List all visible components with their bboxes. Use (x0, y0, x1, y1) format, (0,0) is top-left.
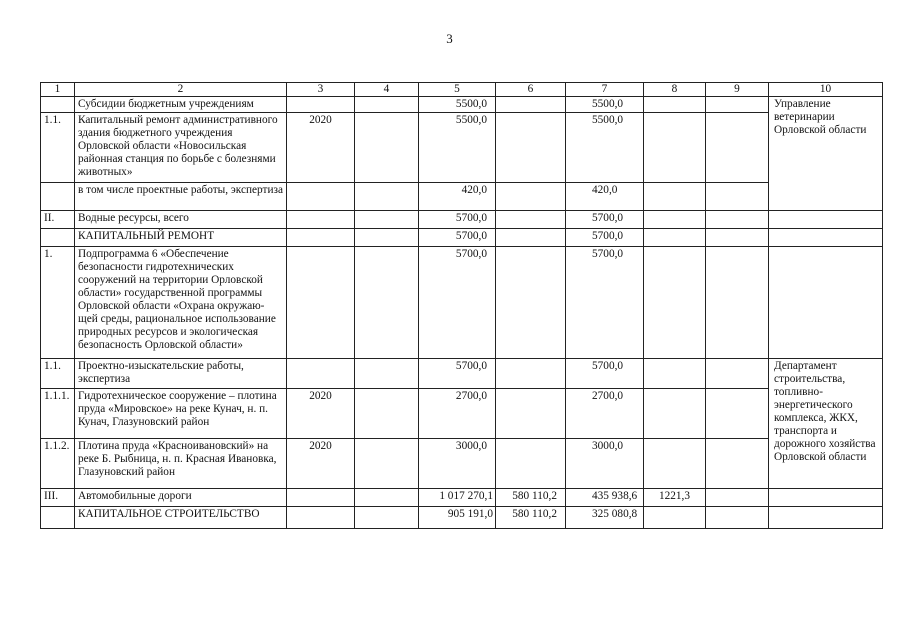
cell-num (41, 97, 75, 113)
header-row (41, 83, 883, 97)
cell-name: Капитальный ремонт административного здания бюджетного учреждения Орловской области «Новосильская районная станция по борьбе с болезнями животных» (75, 113, 287, 183)
cell-c8: 1221,3 (644, 489, 706, 507)
cell-c5: 5700,0 (419, 211, 496, 229)
cell-c5: 2700,0 (419, 389, 496, 439)
cell-year (287, 97, 355, 113)
cell-c5: 5700,0 (419, 229, 496, 247)
table-row (41, 97, 883, 113)
table-body (41, 83, 883, 529)
table-row (41, 113, 883, 183)
col-header: 4 (355, 83, 419, 97)
cell-c10 (769, 489, 883, 507)
cell-c7: 5500,0 (566, 97, 644, 113)
cell-c8 (644, 211, 706, 229)
cell-c5: 5500,0 (419, 97, 496, 113)
cell-name: Проектно-изыскательские работы, экспертиза (75, 359, 287, 389)
cell-num (41, 183, 75, 211)
cell-c7: 5700,0 (566, 211, 644, 229)
cell-c6 (496, 97, 566, 113)
cell-c6 (496, 389, 566, 439)
cell-c6 (496, 113, 566, 183)
cell-year (287, 183, 355, 211)
cell-num: III. (41, 489, 75, 507)
cell-num: 1.1. (41, 113, 75, 183)
cell-c5: 5700,0 (419, 247, 496, 359)
cell-c4 (355, 489, 419, 507)
cell-num (41, 507, 75, 529)
page-number: 3 (446, 31, 453, 46)
cell-num: II. (41, 211, 75, 229)
responsible-construction-cell: Департамент строительства, топливно-энергетического комплекса, ЖКХ, транспорта и дорожного хозяйства Орловской области (769, 359, 883, 489)
cell-c5: 905 191,0 (419, 507, 496, 529)
table-row (41, 489, 883, 507)
cell-c4 (355, 359, 419, 389)
col-header: 10 (769, 83, 883, 97)
cell-c6: 580 110,2 (496, 489, 566, 507)
cell-num: 1.1.2. (41, 439, 75, 489)
cell-c7: 435 938,6 (566, 489, 644, 507)
cell-c8 (644, 229, 706, 247)
table-row (41, 211, 883, 229)
cell-c10 (769, 507, 883, 529)
cell-c7: 325 080,8 (566, 507, 644, 529)
cell-c4 (355, 113, 419, 183)
cell-year: 2020 (287, 389, 355, 439)
cell-c7: 3000,0 (566, 439, 644, 489)
cell-num (41, 229, 75, 247)
cell-c8 (644, 97, 706, 113)
cell-c4 (355, 439, 419, 489)
cell-c7: 5700,0 (566, 247, 644, 359)
cell-c8 (644, 389, 706, 439)
cell-c9 (706, 489, 769, 507)
cell-year (287, 359, 355, 389)
cell-name: Субсидии бюджетным учреждениям (75, 97, 287, 113)
cell-c6 (496, 211, 566, 229)
cell-c8 (644, 507, 706, 529)
cell-c9 (706, 183, 769, 211)
cell-name: Гидротехническое сооружение – плотина пруда «Мировское» на реке Кунач, н. п. Кунач, Глазуновский район (75, 389, 287, 439)
cell-c7: 5500,0 (566, 113, 644, 183)
col-header: 7 (566, 83, 644, 97)
cell-c9 (706, 247, 769, 359)
cell-c4 (355, 97, 419, 113)
cell-num: 1.1.1. (41, 389, 75, 439)
table-row (41, 507, 883, 529)
cell-c6 (496, 229, 566, 247)
table-row (41, 229, 883, 247)
cell-c8 (644, 247, 706, 359)
cell-c4 (355, 211, 419, 229)
cell-c4 (355, 229, 419, 247)
col-header: 8 (644, 83, 706, 97)
col-header: 6 (496, 83, 566, 97)
table-row (41, 389, 883, 439)
cell-c8 (644, 113, 706, 183)
cell-c5: 420,0 (419, 183, 496, 211)
cell-c7: 5700,0 (566, 229, 644, 247)
table-row (41, 183, 883, 211)
cell-c6: 580 110,2 (496, 507, 566, 529)
cell-name: Автомобильные дороги (75, 489, 287, 507)
cell-name: КАПИТАЛЬНЫЙ РЕМОНТ (75, 229, 287, 247)
cell-c9 (706, 359, 769, 389)
cell-c7: 2700,0 (566, 389, 644, 439)
col-header: 1 (41, 83, 75, 97)
cell-year: 2020 (287, 439, 355, 489)
cell-year (287, 507, 355, 529)
cell-year (287, 247, 355, 359)
cell-c9 (706, 113, 769, 183)
cell-c10 (769, 229, 883, 247)
table-row (41, 359, 883, 389)
cell-c7: 420,0 (566, 183, 644, 211)
responsible-vet-cell: Управление ветеринарии Орловской области (769, 97, 883, 211)
cell-num: 1. (41, 247, 75, 359)
table-row (41, 439, 883, 489)
cell-name: КАПИТАЛЬНОЕ СТРОИТЕЛЬСТВО (75, 507, 287, 529)
cell-c4 (355, 507, 419, 529)
cell-name: в том числе проектные работы, экспертиза (75, 183, 287, 211)
cell-name: Подпрограмма 6 «Обеспечение безопасности гидротехнических сооружений на территории Орловской области» государственной программы Орловской области «Охрана окружаю-щей среды, рациональное использование природных ресурсов и экологическая безопасность Орловской области» (75, 247, 287, 359)
cell-c10 (769, 211, 883, 229)
col-header: 2 (75, 83, 287, 97)
cell-c4 (355, 389, 419, 439)
table-row (41, 247, 883, 359)
cell-c6 (496, 247, 566, 359)
cell-c4 (355, 183, 419, 211)
col-header: 9 (706, 83, 769, 97)
cell-c10 (769, 247, 883, 359)
cell-num: 1.1. (41, 359, 75, 389)
cell-c8 (644, 439, 706, 489)
cell-c7: 5700,0 (566, 359, 644, 389)
cell-c6 (496, 439, 566, 489)
cell-c9 (706, 229, 769, 247)
cell-name: Плотина пруда «Красноивановский» на реке Б. Рыбница, н. п. Красная Ивановка, Глазуновский район (75, 439, 287, 489)
cell-c4 (355, 247, 419, 359)
cell-name: Водные ресурсы, всего (75, 211, 287, 229)
cell-c9 (706, 439, 769, 489)
cell-year (287, 211, 355, 229)
cell-c6 (496, 183, 566, 211)
cell-c5: 5700,0 (419, 359, 496, 389)
col-header: 5 (419, 83, 496, 97)
cell-c9 (706, 211, 769, 229)
cell-c9 (706, 389, 769, 439)
cell-c9 (706, 507, 769, 529)
cell-year: 2020 (287, 113, 355, 183)
cell-c6 (496, 359, 566, 389)
cell-c9 (706, 97, 769, 113)
budget-table (40, 82, 883, 529)
cell-c8 (644, 183, 706, 211)
cell-year (287, 489, 355, 507)
cell-c5: 1 017 270,1 (419, 489, 496, 507)
col-header: 3 (287, 83, 355, 97)
cell-c5: 3000,0 (419, 439, 496, 489)
cell-c8 (644, 359, 706, 389)
cell-c5: 5500,0 (419, 113, 496, 183)
cell-year (287, 229, 355, 247)
